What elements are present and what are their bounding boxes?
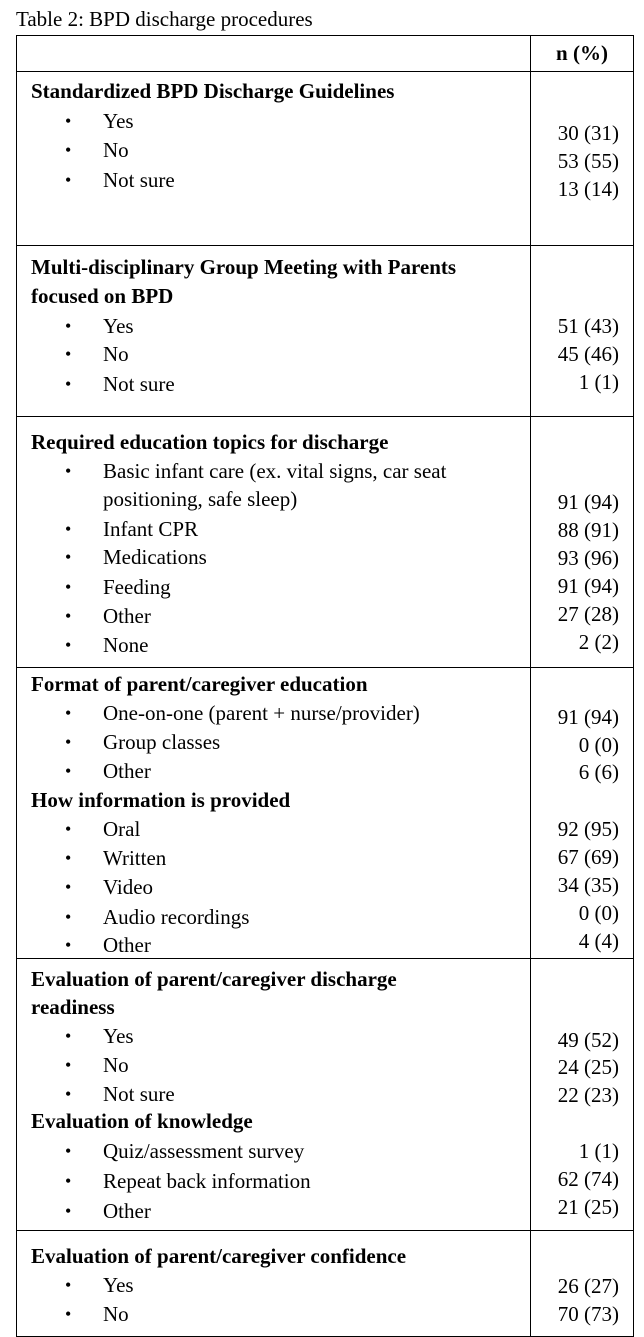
row-value: 0 (0) <box>578 901 619 925</box>
row-label: Feeding <box>103 575 171 599</box>
row-label: No <box>103 1053 129 1077</box>
row-value: 30 (31) <box>557 121 619 145</box>
row-label: Quiz/assessment survey <box>103 1139 305 1163</box>
row-value: 49 (52) <box>557 1028 619 1052</box>
row-label: Yes <box>103 109 134 133</box>
column-divider <box>530 246 531 416</box>
table-section-education-format <box>17 668 633 959</box>
row-label: Audio recordings <box>103 905 250 929</box>
table-header-row <box>17 36 633 72</box>
bullet-icon: • <box>65 577 72 597</box>
section-heading: Evaluation of parent/caregiver discharge <box>31 967 397 991</box>
section-heading: Evaluation of knowledge <box>31 1109 253 1133</box>
row-value: 6 (6) <box>578 760 619 784</box>
row-label: None <box>103 633 149 657</box>
row-value: 91 (94) <box>557 490 619 514</box>
bullet-icon: • <box>65 732 72 752</box>
table-section-education-topics <box>17 417 633 668</box>
column-divider <box>530 1231 531 1336</box>
bullet-icon: • <box>65 1141 72 1161</box>
bullet-icon: • <box>65 547 72 567</box>
row-label: Oral <box>103 817 141 841</box>
row-label: Not sure <box>103 168 175 192</box>
row-label: Other <box>103 759 151 783</box>
row-label: Basic infant care (ex. vital signs, car seat <box>103 459 447 483</box>
row-value: 53 (55) <box>557 149 619 173</box>
bullet-icon: • <box>65 111 72 131</box>
row-label: Infant CPR <box>103 517 199 541</box>
bullet-icon: • <box>65 1026 72 1046</box>
bullet-icon: • <box>65 1201 72 1221</box>
column-divider <box>530 417 531 667</box>
bullet-icon: • <box>65 819 72 839</box>
bullet-icon: • <box>65 374 72 394</box>
bullet-icon: • <box>65 140 72 160</box>
row-value: 1 (1) <box>578 370 619 394</box>
row-value: 34 (35) <box>557 873 619 897</box>
row-label: Not sure <box>103 372 175 396</box>
row-label: Yes <box>103 314 134 338</box>
bullet-icon: • <box>65 877 72 897</box>
bullet-icon: • <box>65 461 72 481</box>
column-divider <box>530 72 531 245</box>
row-label: No <box>103 138 129 162</box>
column-divider <box>530 959 531 1230</box>
row-value: 62 (74) <box>557 1167 619 1191</box>
row-value: 22 (23) <box>557 1083 619 1107</box>
bullet-icon: • <box>65 606 72 626</box>
section-heading: Evaluation of parent/caregiver confidence <box>31 1244 407 1268</box>
row-label: Not sure <box>103 1082 175 1106</box>
column-divider <box>530 668 531 958</box>
row-value: 51 (43) <box>557 314 619 338</box>
bullet-icon: • <box>65 635 72 655</box>
row-label: No <box>103 342 129 366</box>
row-value: 70 (73) <box>557 1302 619 1326</box>
row-label: No <box>103 1302 129 1326</box>
row-label: Medications <box>103 545 207 569</box>
row-label: Other <box>103 604 151 628</box>
row-value: 2 (2) <box>578 630 619 654</box>
table-section-group-meeting <box>17 246 633 417</box>
row-value: 21 (25) <box>557 1195 619 1219</box>
bullet-icon: • <box>65 848 72 868</box>
bullet-icon: • <box>65 316 72 336</box>
row-value: 1 (1) <box>578 1139 619 1163</box>
row-label: One-on-one (parent + nurse/provider) <box>103 701 420 725</box>
table-caption: Table 2: BPD discharge procedures <box>16 7 313 31</box>
row-value: 27 (28) <box>557 602 619 626</box>
row-value: 88 (91) <box>557 518 619 542</box>
bullet-icon: • <box>65 344 72 364</box>
row-label: Other <box>103 1199 151 1223</box>
section-heading: Multi-disciplinary Group Meeting with Parents <box>31 255 457 279</box>
row-label: Video <box>103 875 154 899</box>
discharge-procedures-table <box>16 35 634 1337</box>
section-heading: Required education topics for discharge <box>31 430 389 454</box>
section-heading: Standardized BPD Discharge Guidelines <box>31 79 395 103</box>
bullet-icon: • <box>65 1055 72 1075</box>
row-value: 91 (94) <box>557 705 619 729</box>
row-value: 13 (14) <box>557 177 619 201</box>
table-section-confidence <box>17 1231 633 1336</box>
row-value: 26 (27) <box>557 1274 619 1298</box>
table-section-discharge-readiness <box>17 959 633 1231</box>
row-label: positioning, safe sleep) <box>103 487 298 511</box>
table-section-standardized-guidelines <box>17 72 633 246</box>
row-value: 24 (25) <box>557 1055 619 1079</box>
row-value: 45 (46) <box>557 342 619 366</box>
row-value: 92 (95) <box>557 817 619 841</box>
section-heading: readiness <box>31 995 115 1019</box>
bullet-icon: • <box>65 170 72 190</box>
bullet-icon: • <box>65 1275 72 1295</box>
bullet-icon: • <box>65 519 72 539</box>
bullet-icon: • <box>65 907 72 927</box>
column-header-n-percent: n (%) <box>556 41 608 65</box>
bullet-icon: • <box>65 1171 72 1191</box>
row-value: 0 (0) <box>578 733 619 757</box>
bullet-icon: • <box>65 1304 72 1324</box>
section-heading: How information is provided <box>31 788 291 812</box>
row-label: Repeat back information <box>103 1169 311 1193</box>
row-value: 91 (94) <box>557 574 619 598</box>
bullet-icon: • <box>65 935 72 955</box>
row-value: 4 (4) <box>578 929 619 953</box>
row-label: Yes <box>103 1024 134 1048</box>
row-value: 93 (96) <box>557 546 619 570</box>
bullet-icon: • <box>65 1084 72 1104</box>
row-label: Yes <box>103 1273 134 1297</box>
bullet-icon: • <box>65 703 72 723</box>
section-heading: Format of parent/caregiver education <box>31 672 368 696</box>
row-label: Group classes <box>103 730 221 754</box>
bullet-icon: • <box>65 761 72 781</box>
row-value: 67 (69) <box>557 845 619 869</box>
section-heading: focused on BPD <box>31 284 174 308</box>
row-label: Written <box>103 846 167 870</box>
row-label: Other <box>103 933 151 957</box>
